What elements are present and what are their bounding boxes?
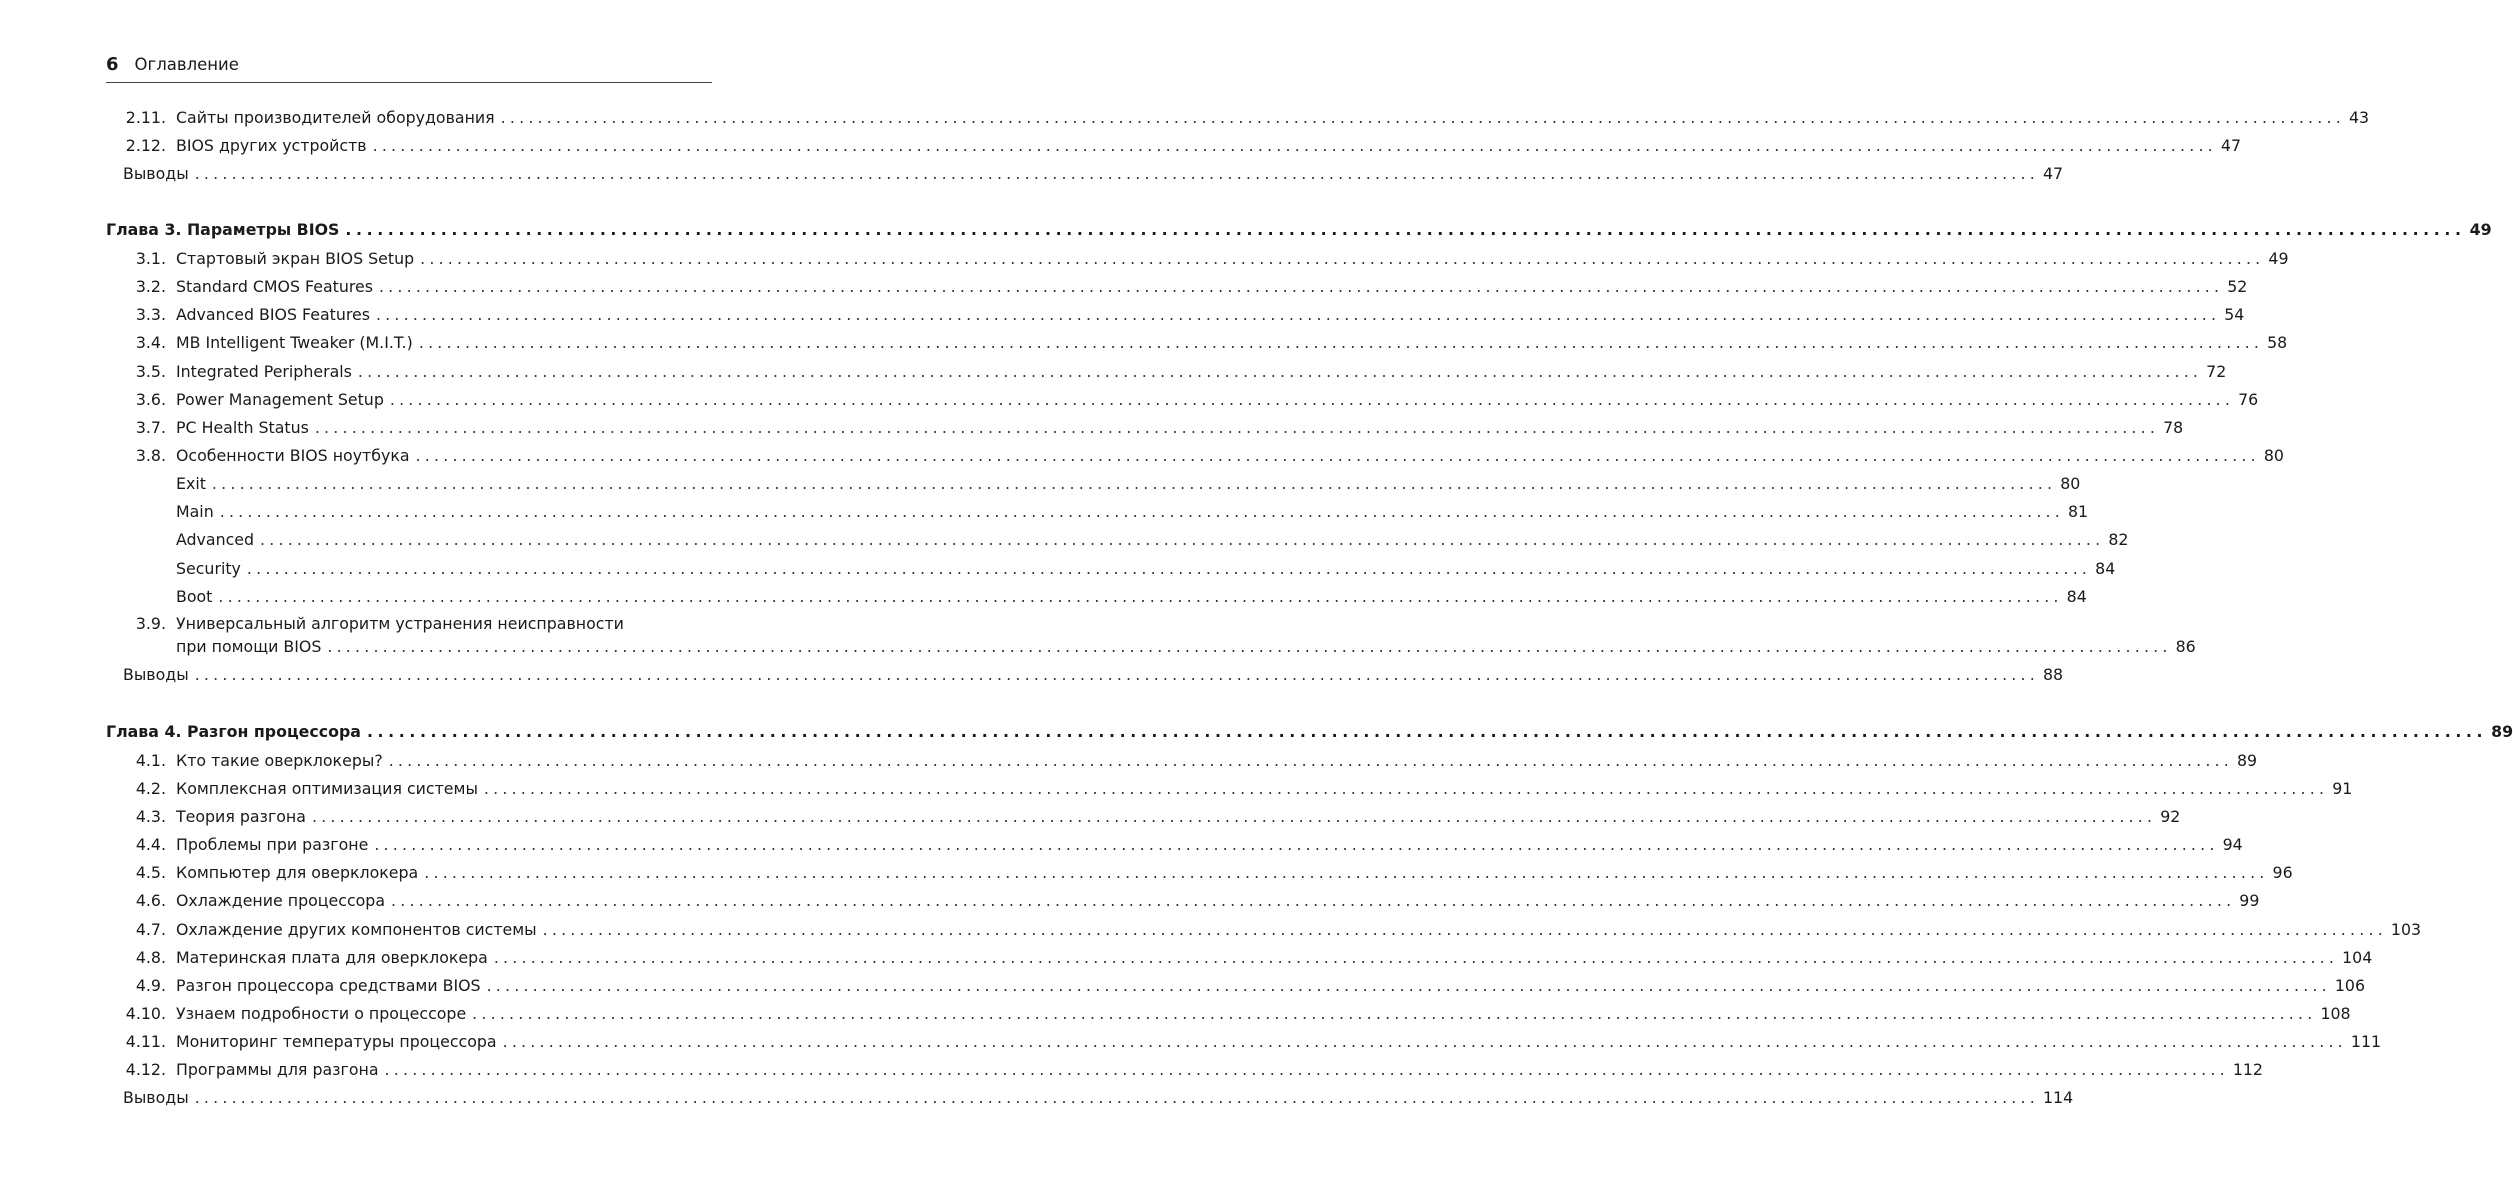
dot-leader: ........................................................................................................................................................................................................: [378, 277, 2224, 296]
toc-entry-title: Main: [176, 502, 214, 521]
toc-entry-body: [176, 587, 2087, 607]
toc-entry[interactable]: [0, 637, 2196, 659]
toc-entry-body: [176, 136, 2241, 156]
toc-chapter-title: Глава 4. Разгон процессора: [106, 722, 361, 741]
toc-entry-page: 80: [2263, 446, 2284, 465]
toc-entry-title: Проблемы при разгоне: [176, 835, 369, 854]
toc-entry-title: Power Management Setup: [176, 390, 384, 409]
toc-entry-page: 84: [2066, 587, 2087, 606]
toc-entry-page: 84: [2095, 559, 2116, 578]
dot-leader: ........................................................................................................................................................................................................: [418, 333, 2264, 352]
toc-entry-page: 52: [2227, 277, 2248, 296]
toc-entry-title: Материнская плата для оверклокера: [176, 948, 488, 967]
toc-entry-page: 114: [2042, 1088, 2074, 1107]
toc-entry-page: 72: [2206, 362, 2227, 381]
toc-entry[interactable]: [0, 249, 2289, 271]
toc-entry-number: 4.4.: [135, 835, 166, 854]
toc-entry-page: 112: [2232, 1060, 2263, 1079]
toc-entry-page: 58: [2267, 333, 2288, 352]
toc-entry-number: 4.11.: [125, 1032, 166, 1051]
toc-entry-body: [176, 559, 2116, 579]
toc-entry-body: [176, 779, 2353, 799]
toc-entry-number: 3.8.: [135, 446, 166, 465]
toc-chapter-title: Глава 3. Параметры BIOS: [106, 220, 340, 239]
toc-entry[interactable]: [0, 108, 2370, 130]
toc-entry-body: [106, 220, 2492, 240]
toc-entry[interactable]: [0, 891, 2260, 913]
toc-entry-title: BIOS других устройств: [176, 136, 367, 155]
toc-entry-title: Кто такие оверклокеры?: [176, 751, 383, 770]
dot-leader: ........................................................................................................................................................................................................: [502, 1032, 2347, 1051]
toc-entry[interactable]: [0, 333, 2288, 355]
dot-leader: ........................................................................................................................................................................................................: [542, 920, 2387, 939]
dot-leader: ........................................................................................................................................................................................................: [493, 948, 2339, 967]
toc-entry[interactable]: [0, 136, 2241, 158]
toc-entry-body: [176, 502, 2089, 522]
toc-entry-number: 4.3.: [135, 807, 166, 826]
toc-entry-body: [123, 1088, 2074, 1108]
toc-entry-body: [176, 305, 2245, 325]
toc-entry-page: 94: [2222, 835, 2243, 854]
dot-leader: ........................................................................................................................................................................................................: [260, 530, 2105, 549]
toc-entry-page: 99: [2239, 891, 2260, 910]
toc-entry-title: Комплексная оптимизация системы: [176, 779, 478, 798]
dot-leader: ........................................................................................................................................................................................................: [384, 1060, 2229, 1079]
running-header: [106, 54, 712, 82]
toc-entry-page: 103: [2390, 920, 2422, 939]
toc-entry-number: 4.5.: [135, 863, 166, 882]
toc-entry[interactable]: [0, 559, 2116, 581]
toc-entry-page: 54: [2224, 305, 2245, 324]
toc-entry-page: 106: [2334, 976, 2366, 995]
toc-entry-page: 76: [2238, 390, 2259, 409]
toc-entry-number: 4.6.: [135, 891, 166, 910]
dot-leader: ........................................................................................................................................................................................................: [389, 390, 2235, 409]
toc-entry-title: Мониторинг температуры процессора: [176, 1032, 497, 1051]
toc-entry-page: 96: [2272, 863, 2293, 882]
toc-entry-number: 3.7.: [135, 418, 166, 437]
toc-entry-body: [176, 751, 2258, 771]
toc-entry-page: 47: [2042, 164, 2064, 183]
toc-entry-body: [176, 637, 2196, 657]
toc-entry-body: [176, 277, 2248, 297]
toc-entry-page: 47: [2220, 136, 2241, 155]
toc-entry-title: Boot: [176, 587, 213, 606]
toc-entry-body: [176, 891, 2260, 911]
toc-entry[interactable]: [0, 1032, 2382, 1054]
header-rule: [106, 82, 712, 83]
toc-entry-body: [176, 249, 2289, 269]
toc-entry-title: Компьютер для оверклокера: [176, 863, 419, 882]
dot-leader: ........................................................................................................................................................................................................: [194, 1088, 2039, 1107]
toc-entry-body: [176, 333, 2288, 353]
toc-entry[interactable]: [0, 418, 2184, 440]
toc-entry-number: 3.4.: [135, 333, 166, 352]
toc-entry-title: Integrated Peripherals: [176, 362, 352, 381]
toc-entry-page: 82: [2108, 530, 2129, 549]
toc-entry-title: Теория разгона: [176, 807, 306, 826]
toc-entry-page: 91: [2332, 779, 2353, 798]
toc-entry-title: MB Intelligent Tweaker (M.I.T.): [176, 333, 413, 352]
dot-leader: ........................................................................................................................................................................................................: [194, 164, 2039, 183]
dot-leader: ........................................................................................................................................................................................................: [486, 976, 2331, 995]
dot-leader: ........................................................................................................................................................................................................: [375, 305, 2221, 324]
toc-entry-page: 111: [2350, 1032, 2382, 1051]
toc-entry-number: 3.6.: [135, 390, 166, 409]
toc-entry-page: 49: [2268, 249, 2289, 268]
toc-entry[interactable]: [0, 474, 2081, 496]
toc-entry[interactable]: [0, 948, 2373, 970]
toc-entry-title: Разгон процессора средствами BIOS: [176, 976, 481, 995]
toc-entry-body: [176, 835, 2243, 855]
toc-entry-body: [106, 722, 2513, 742]
dot-leader: ........................................................................................................................................................................................................: [388, 751, 2233, 770]
toc-entry-number: 2.12.: [125, 136, 166, 155]
toc-entry[interactable]: [0, 362, 2227, 384]
dot-leader: ........................................................................................................................................................................................................: [415, 446, 2260, 465]
toc-entry-number: 4.2.: [135, 779, 166, 798]
toc-entry[interactable]: [0, 446, 2284, 468]
dot-leader: ........................................................................................................................................................................................................: [372, 136, 2217, 155]
toc-entry[interactable]: [0, 863, 2293, 885]
toc-entry-title: Standard CMOS Features: [176, 277, 373, 296]
toc-entry-body: [176, 1032, 2382, 1052]
dot-leader: ........................................................................................................................................................................................................: [424, 863, 2269, 882]
dot-leader: ........................................................................................................................................................................................................: [357, 362, 2203, 381]
toc-entry-body: [176, 863, 2293, 883]
dot-leader: ........................................................................................................................................................................................................: [219, 502, 2064, 521]
dot-leader: ........................................................................................................................................................................................................: [194, 665, 2039, 684]
toc-entry-title: Программы для разгона: [176, 1060, 379, 1079]
toc-entry[interactable]: [0, 587, 2087, 609]
toc-entry-title: Exit: [176, 474, 206, 493]
toc-entry-number: 4.1.: [135, 751, 166, 770]
toc-entry-body: [123, 665, 2064, 685]
toc-entry-title: Security: [176, 559, 241, 578]
toc-entry-page: 104: [2342, 948, 2373, 967]
dot-leader: ........................................................................................................................................................................................................: [345, 220, 2466, 239]
toc-entry-page: 92: [2160, 807, 2181, 826]
toc-entry[interactable]: [0, 976, 2366, 998]
toc-entry-page: 49: [2469, 220, 2492, 239]
toc-entry-page: 43: [2348, 108, 2370, 127]
dot-leader: ........................................................................................................................................................................................................: [314, 418, 2160, 437]
toc-entry-page: 81: [2068, 502, 2089, 521]
toc-entry-body: [176, 1004, 2351, 1024]
toc-entry[interactable]: [0, 502, 2089, 524]
toc-entry[interactable]: [0, 164, 2064, 186]
dot-leader: ........................................................................................................................................................................................................: [218, 587, 2063, 606]
toc-entry[interactable]: [0, 277, 2248, 299]
toc-entry-number: 3.9.: [135, 614, 166, 633]
toc-entry-title: Выводы: [123, 164, 189, 183]
toc-entry-number: 3.3.: [135, 305, 166, 324]
toc-entry[interactable]: [0, 1060, 2263, 1082]
dot-leader: ........................................................................................................................................................................................................: [311, 807, 2157, 826]
toc-chapter-entry[interactable]: [0, 722, 2513, 744]
toc-entry-title: при помощи BIOS: [176, 637, 322, 656]
toc-entry-title: Advanced BIOS Features: [176, 305, 370, 324]
toc-entry-number: 3.1.: [135, 249, 166, 268]
toc-entry-number: 4.12.: [125, 1060, 166, 1079]
toc-entry[interactable]: [0, 835, 2243, 857]
toc-entry-number: 4.7.: [135, 920, 166, 939]
toc-entry-page: 89: [2491, 722, 2513, 741]
toc-entry-number: 3.5.: [135, 362, 166, 381]
toc-entry-body: [176, 530, 2129, 550]
toc-entry-body: [176, 390, 2259, 410]
dot-leader: ........................................................................................................................................................................................................: [211, 474, 2057, 493]
page-number: 6: [106, 54, 119, 75]
toc-entry-body: [176, 418, 2184, 438]
toc-entry-body: [176, 108, 2370, 128]
toc-entry-number: 4.10.: [125, 1004, 166, 1023]
toc-entry[interactable]: [0, 665, 2064, 687]
toc-entry-title: Сайты производителей оборудования: [176, 108, 495, 127]
toc-entry-title: Охлаждение процессора: [176, 891, 386, 910]
toc-entry-page: 78: [2163, 418, 2184, 437]
toc-entry-number: 3.2.: [135, 277, 166, 296]
toc-entry-title: Выводы: [123, 1088, 189, 1107]
toc-entry-title: Узнаем подробности о процессоре: [176, 1004, 467, 1023]
toc-entry[interactable]: [0, 807, 2181, 829]
dot-leader: ........................................................................................................................................................................................................: [472, 1004, 2317, 1023]
toc-entry-body: [176, 920, 2422, 940]
toc-entry-body: [176, 807, 2181, 827]
toc-entry-page: 89: [2236, 751, 2258, 770]
toc-entry-number: 4.8.: [135, 948, 166, 967]
toc-entry-title-line1: Универсальный алгоритм устранения неисправности: [176, 614, 624, 633]
toc-entry-body: [176, 446, 2284, 466]
running-header-title: Оглавление: [134, 55, 239, 74]
toc-entry-body: [176, 1060, 2263, 1080]
toc-entry[interactable]: [0, 751, 2258, 773]
toc-entry-body: [123, 164, 2064, 184]
toc-entry[interactable]: [0, 779, 2353, 801]
toc-entry-title: PC Health Status: [176, 418, 309, 437]
toc-entry-title: Охлаждение других компонентов системы: [176, 920, 537, 939]
toc-entry[interactable]: [0, 530, 2129, 552]
toc-entry-body: [176, 474, 2081, 494]
toc-entry[interactable]: [0, 305, 2245, 327]
toc-entry[interactable]: [0, 390, 2259, 412]
dot-leader: ........................................................................................................................................................................................................: [420, 249, 2265, 268]
toc-entry-title: Особенности BIOS ноутбука: [176, 446, 410, 465]
toc-entry[interactable]: [0, 1088, 2074, 1110]
toc-entry-page: 80: [2060, 474, 2081, 493]
toc-entry-page: 108: [2320, 1004, 2351, 1023]
toc-entry[interactable]: [0, 920, 2422, 942]
toc-entry-page: 86: [2175, 637, 2196, 656]
toc-entry-title: Выводы: [123, 665, 189, 684]
toc-chapter-entry[interactable]: [0, 220, 2492, 242]
toc-entry[interactable]: [0, 1004, 2351, 1026]
toc-entry-number: 4.9.: [135, 976, 166, 995]
dot-leader: ........................................................................................................................................................................................................: [246, 559, 2092, 578]
toc-entry-number: 2.11.: [125, 108, 166, 127]
dot-leader: ........................................................................................................................................................................................................: [483, 779, 2329, 798]
toc-entry-page: 88: [2042, 665, 2064, 684]
dot-leader: ........................................................................................................................................................................................................: [327, 637, 2172, 656]
toc-entry-body: [176, 976, 2366, 996]
dot-leader: ........................................................................................................................................................................................................: [366, 722, 2488, 741]
toc-entry-body: [176, 948, 2373, 968]
toc-entry-title: Стартовый экран BIOS Setup: [176, 249, 415, 268]
toc-entry-title: Advanced: [176, 530, 255, 549]
dot-leader: ........................................................................................................................................................................................................: [374, 835, 2219, 854]
dot-leader: ........................................................................................................................................................................................................: [500, 108, 2345, 127]
toc-entry-body: [176, 362, 2227, 382]
dot-leader: ........................................................................................................................................................................................................: [391, 891, 2236, 910]
